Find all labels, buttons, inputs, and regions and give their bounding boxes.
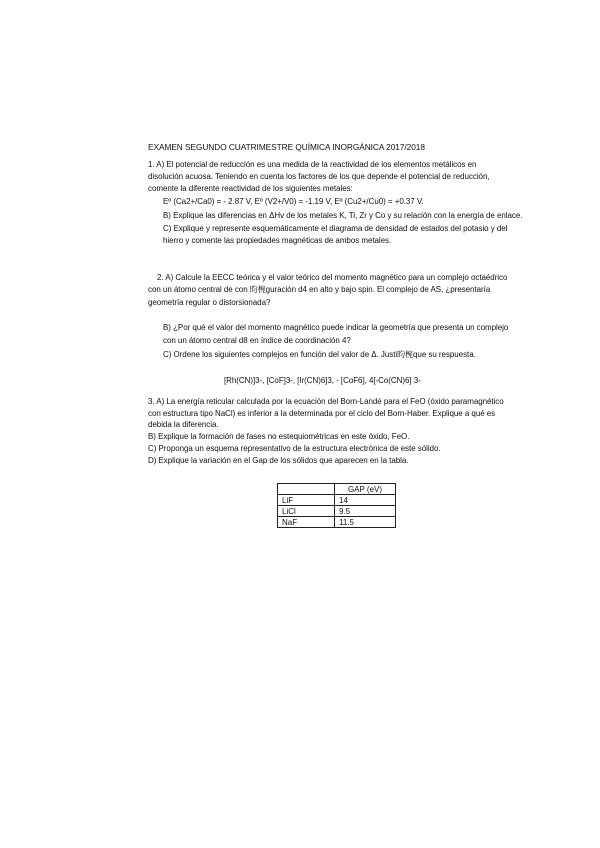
q1-potentials: Eº (Ca2+/Ca0) = - 2.87 V, Eº (V2+/V0) = -1.19 V, Eº (Cu2+/Cu0) = +0.37 V. <box>163 197 424 206</box>
q1-part-b: B) Explique las diferencias en ΔHv de los metales K, Ti, Zr y Co y su relación con la energía de enlace. <box>163 211 523 220</box>
q3-part-b: B) Explique la formación de fases no estequiométricas en este óxido, FeO. <box>148 432 410 441</box>
q3-part-d: D) Explique la variación en el Gap de los sólidos que aparecen en la tabla. <box>148 456 409 465</box>
q2-line-1: 2. A) Calcule la EECC teórica y el valor teórico del momento magnético para un complejo octaédrico <box>157 273 508 282</box>
q2-line-2: con un átomo central de con 昀椀guración d4 en alto y bajo spin. El complejo de AS, ¿presentaría <box>148 285 491 294</box>
q3-part-c: C) Proponga un esquema representativo de la estructura electrónica de este sólido. <box>148 444 441 453</box>
compound-cell: NaF <box>278 517 335 528</box>
q2-part-b-line-2: con un átomo central d8 en índice de coordinación 4? <box>163 336 351 345</box>
q1-part-c-line-1: C) Explique y represente esquemáticamente el diagrama de densidad de estados del potasio y del <box>163 224 508 233</box>
q2-complex-list: [Rh(CN)]3-, [CoF]3-, [Ir(CN)6]3, - [CoF6], 4[-Co(CN)6] 3- <box>224 376 421 385</box>
gap-value-cell: 11.5 <box>335 517 396 528</box>
q2-part-c: C) Ordene los siguientes complejos en función del valor de Δ. Justi昀椀que su respuesta. <box>163 350 476 359</box>
table-row <box>278 517 396 528</box>
q3-line-3: debida la diferencia. <box>148 420 219 429</box>
q1-part-c-line-2: hierro y comente las propiedades magnéticas de ambos metales. <box>163 236 392 245</box>
compound-cell: LiF <box>278 495 335 506</box>
gap-table-header: GAP (eV) <box>335 484 396 495</box>
exam-title: EXAMEN SEGUNDO CUATRIMESTRE QUÍMICA INORGÁNICA 2017/2018 <box>148 142 425 152</box>
q1-line-2: disolución acuosa. Teniendo en cuenta los factores de los que depende el potencial de reducción, <box>148 172 490 181</box>
q3-line-2: con estructura tipo NaCl) es inferior a la determinada por el ciclo del Born-Haber. Explique a qué es <box>148 409 496 418</box>
gap-table-empty-header <box>278 484 335 495</box>
gap-value-cell: 9.5 <box>335 506 396 517</box>
q1-line-3: comente la diferente reactividad de los siguientes metales: <box>148 184 353 193</box>
table-row <box>278 495 396 506</box>
compound-cell: LiCl <box>278 506 335 517</box>
q1-line-1: 1. A) El potencial de reducción es una medida de la reactividad de los elementos metálicos en <box>148 160 477 169</box>
gap-value-cell: 14 <box>335 495 396 506</box>
q2-part-b-line-1: B) ¿Por qué el valor del momento magnético puede indicar la geometría que presenta un complejo <box>163 323 509 332</box>
gap-table <box>277 483 396 528</box>
gap-table-header-row <box>278 484 396 495</box>
q2-line-3: geometría regular o distorsionada? <box>148 298 271 307</box>
table-row <box>278 506 396 517</box>
q3-line-1: 3. A) La energía reticular calculada por la ecuación del Born-Landé para el FeO (óxido paramagnético <box>148 397 504 406</box>
